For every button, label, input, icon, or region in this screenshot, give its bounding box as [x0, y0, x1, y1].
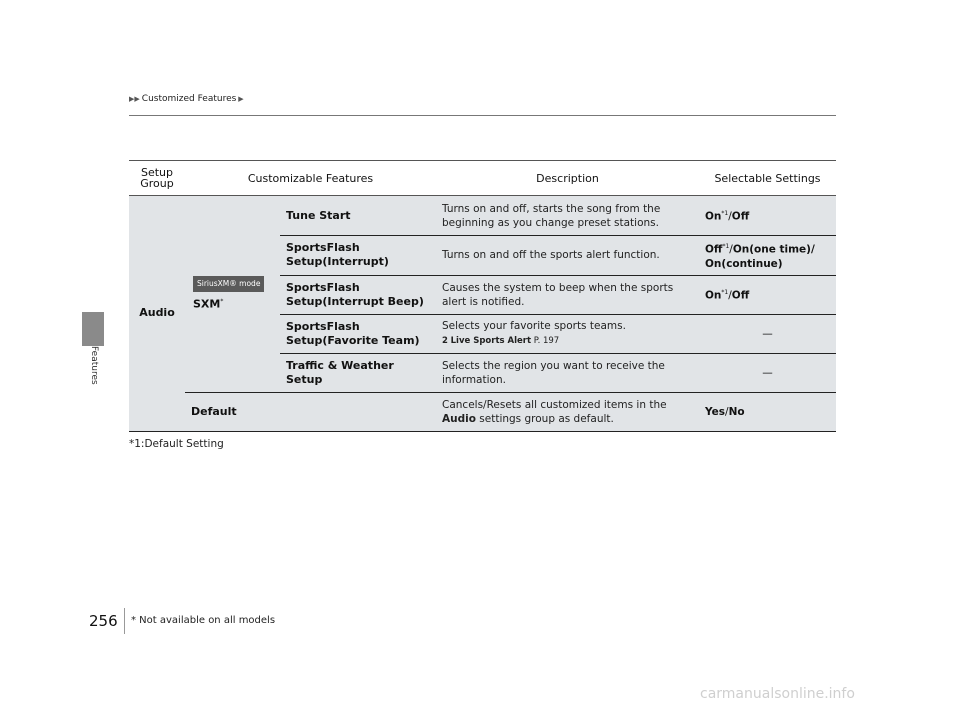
header-setup-group: Setup Group: [129, 161, 185, 196]
breadcrumb-text[interactable]: Customized Features: [141, 94, 237, 104]
group-audio: Audio: [129, 196, 185, 432]
cross-reference-link[interactable]: 2 Live Sports Alert P. 197: [442, 336, 560, 346]
feature-description: Turns on and off, starts the song from the beginning as you change preset stations.: [436, 196, 699, 236]
selectable-settings: On$^{*1}$/Off: [699, 196, 836, 236]
selectable-settings: —: [699, 353, 836, 392]
watermark: carmanualsonline.info: [700, 686, 855, 702]
table-row: [129, 392, 836, 431]
selectable-settings: On$^{*1}$/Off: [699, 275, 836, 314]
sxm-label: SXM: [193, 297, 221, 311]
feature-name: Tune Start: [280, 196, 436, 236]
page-number: 256: [89, 612, 118, 630]
table-header-row: [129, 161, 836, 196]
header-selectable-settings: Selectable Settings: [699, 161, 836, 196]
selectable-settings: Off$^{*1}$/On(one time)/ On(continue): [699, 236, 836, 276]
selectable-settings: Yes/No: [699, 392, 836, 431]
availability-note: * Not available on all models: [131, 615, 276, 626]
feature-description: Selects the region you want to receive the information.: [436, 353, 699, 392]
feature-description: Causes the system to beep when the sports alert is notified.: [436, 275, 699, 314]
section-label: Features: [89, 346, 99, 385]
feature-name: Traffic & Weather Setup: [280, 353, 436, 392]
feature-name: SportsFlash Setup(Interrupt): [280, 236, 436, 276]
feature-description: Turns on and off the sports alert function.: [436, 236, 699, 276]
feature-description: Selects your favorite sports teams. 2 Live Sports Alert P. 197: [436, 314, 699, 353]
selectable-settings: —: [699, 314, 836, 353]
header-description: Description: [436, 161, 699, 196]
breadcrumb-arrow-icon: ▶▶: [129, 95, 140, 103]
settings-table: [129, 160, 836, 432]
feature-name: Default: [185, 392, 436, 431]
cross-reference-arrow-icon: 2: [442, 336, 448, 346]
sxm-cell: SiriusXM® mode SXM*: [185, 196, 280, 393]
header-customizable-features: Customizable Features: [185, 161, 436, 196]
header-rule: [129, 115, 836, 116]
footnote: *1:Default Setting: [129, 438, 224, 450]
breadcrumb-arrow-icon: ▶: [238, 95, 244, 103]
footer-divider: [124, 608, 125, 634]
breadcrumb[interactable]: [129, 94, 244, 104]
feature-description: Cancels/Resets all customized items in the Audio settings group as default.: [436, 392, 699, 431]
table-row: [129, 196, 836, 236]
section-tab: [82, 312, 104, 346]
feature-name: SportsFlash Setup(Favorite Team): [280, 314, 436, 353]
feature-name: SportsFlash Setup(Interrupt Beep): [280, 275, 436, 314]
siriusxm-mode-badge: SiriusXM® mode: [193, 276, 264, 292]
